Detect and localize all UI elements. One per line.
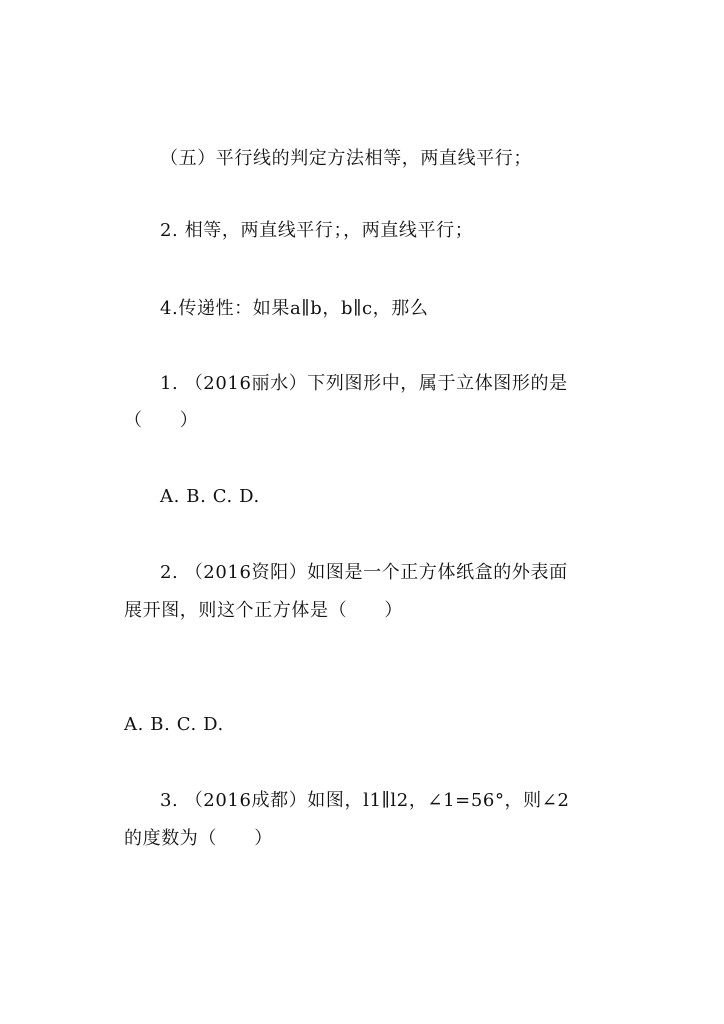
question-1-stem: 1. （2016丽水）下列图形中，属于立体图形的是 <box>160 373 568 394</box>
question-1-options: A. B. C. D. <box>160 486 260 507</box>
question-3-stem-continued: 的度数为（ ） <box>124 828 273 849</box>
question-2-stem: 2. （2016资阳）如图是一个正方体纸盒的外表面 <box>160 562 568 583</box>
text-line-item-2: 2. 相等，两直线平行；，两直线平行； <box>160 220 474 241</box>
text-line-parallel-criteria: （五）平行线的判定方法相等，两直线平行； <box>160 148 532 169</box>
question-2-stem-continued: 展开图，则这个正方体是（ ） <box>124 600 403 621</box>
text-line-transitivity: 4.传递性：如果a∥b，b∥c，那么 <box>160 298 429 319</box>
question-1-blank: （ ） <box>124 410 199 431</box>
question-3-stem: 3. （2016成都）如图，l1∥l2，∠1=56°，则∠2 <box>160 790 570 811</box>
question-2-options: A. B. C. D. <box>124 714 224 735</box>
